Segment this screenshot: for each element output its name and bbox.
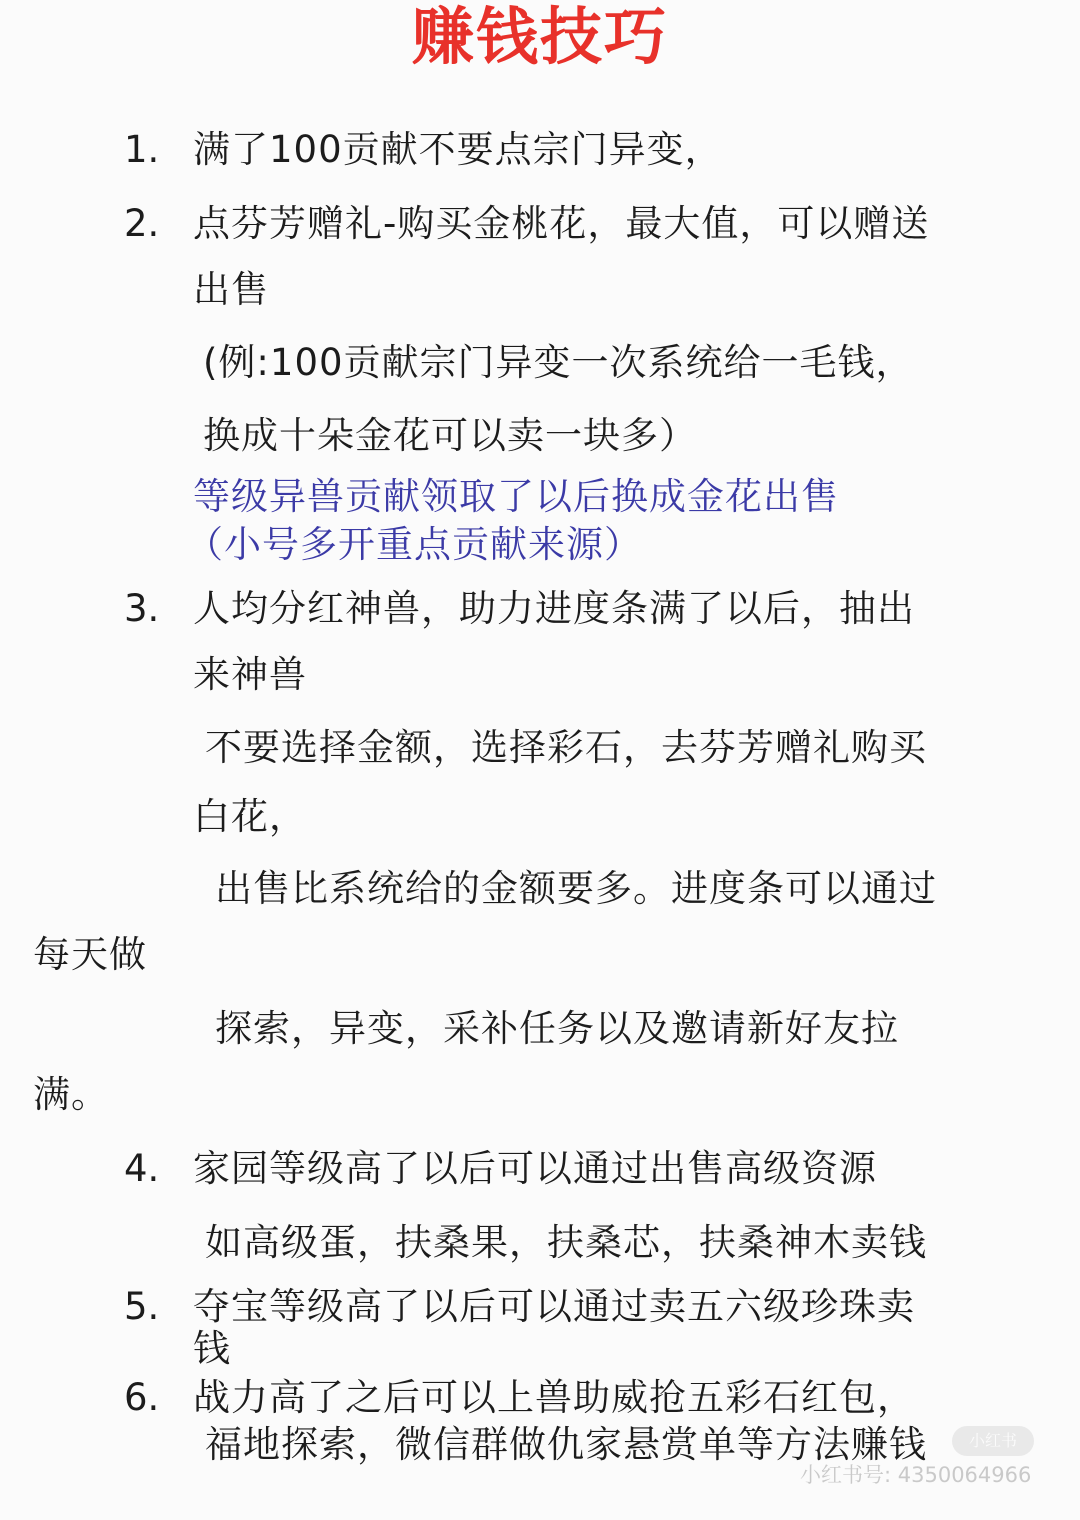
watermark-logo: 小红书 bbox=[952, 1426, 1034, 1456]
item-2-line-1: 点芬芳赠礼-购买金桃花，最大值，可以赠送 bbox=[193, 202, 930, 245]
item-2-highlight-line-1: 等级异兽贡献领取了以后换成金花出售 bbox=[193, 475, 839, 518]
item-3-line-2: 来神兽 bbox=[193, 653, 307, 696]
item-4-line-1: 家园等级高了以后可以通过出售高级资源 bbox=[193, 1147, 877, 1190]
page-title: 赚钱技巧 bbox=[411, 0, 668, 73]
item-2-highlight-line-2: （小号多开重点贡献来源） bbox=[186, 523, 642, 566]
item-2-example-line-2: 换成十朵金花可以卖一块多） bbox=[203, 414, 697, 457]
item-3-line-5: 出售比系统给的金额要多。进度条可以通过 bbox=[215, 867, 937, 910]
item-number-5: 5. bbox=[124, 1285, 160, 1328]
item-2-line-2: 出售 bbox=[193, 268, 269, 311]
item-3-line-1: 人均分红神兽，助力进度条满了以后，抽出 bbox=[193, 587, 915, 630]
item-3-line-4: 白花， bbox=[193, 795, 307, 838]
item-3-line-8: 满。 bbox=[33, 1073, 109, 1116]
item-number-2: 2. bbox=[124, 202, 160, 245]
item-6-line-2: 福地探索，微信群做仇家悬赏单等方法赚钱 bbox=[205, 1423, 927, 1466]
item-6-line-1: 战力高了之后可以上兽助威抢五彩石红包， bbox=[193, 1376, 915, 1419]
item-3-line-6: 每天做 bbox=[33, 933, 147, 976]
item-5-line-1: 夺宝等级高了以后可以通过卖五六级珍珠卖 bbox=[193, 1285, 915, 1328]
item-number-4: 4. bbox=[124, 1147, 160, 1190]
item-1-line-1: 满了100贡献不要点宗门异变， bbox=[193, 128, 723, 171]
item-number-3: 3. bbox=[124, 587, 160, 630]
watermark-id: 小红书号: 4350064966 bbox=[800, 1463, 1032, 1487]
item-number-1: 1. bbox=[124, 128, 160, 171]
item-2-example-line-1: (例:100贡献宗门异变一次系统给一毛钱， bbox=[203, 341, 914, 384]
item-3-line-7: 探索，异变，采补任务以及邀请新好友拉 bbox=[215, 1007, 899, 1050]
item-number-6: 6. bbox=[124, 1376, 160, 1419]
item-5-line-2: 钱 bbox=[193, 1327, 231, 1370]
item-4-line-2: 如高级蛋，扶桑果，扶桑芯，扶桑神木卖钱 bbox=[205, 1221, 927, 1264]
item-3-line-3: 不要选择金额，选择彩石，去芬芳赠礼购买 bbox=[205, 726, 927, 769]
